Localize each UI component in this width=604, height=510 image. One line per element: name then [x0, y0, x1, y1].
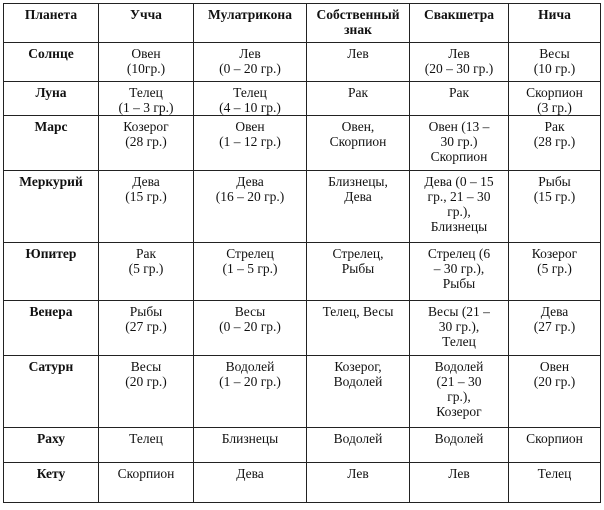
table-cell: Лев	[307, 463, 410, 503]
table-cell: Весы (21 – 30 гр.), Телец	[410, 301, 509, 356]
table-cell: Весы (20 гр.)	[99, 356, 194, 428]
table-cell: Рыбы (15 гр.)	[509, 171, 601, 243]
table-cell: Водолей	[307, 428, 410, 463]
table-cell: Рак	[410, 82, 509, 116]
header-svakshetra: Свакшетра	[410, 4, 509, 43]
header-mulatrikona: Мулатрикона	[194, 4, 307, 43]
planet-cell: Солнце	[4, 43, 99, 82]
planet-cell: Марс	[4, 116, 99, 171]
header-uchcha: Учча	[99, 4, 194, 43]
table-row	[4, 171, 601, 243]
table-cell: Весы (10 гр.)	[509, 43, 601, 82]
table-cell: Дева	[194, 463, 307, 503]
planet-cell: Раху	[4, 428, 99, 463]
table-cell: Дева (15 гр.)	[99, 171, 194, 243]
planet-cell: Юпитер	[4, 243, 99, 301]
table-cell: Овен (20 гр.)	[509, 356, 601, 428]
table-cell: Скорпион	[509, 428, 601, 463]
table-cell: Стрелец (6 – 30 гр.), Рыбы	[410, 243, 509, 301]
table-cell: Водолей (1 – 20 гр.)	[194, 356, 307, 428]
table-cell: Козерог, Водолей	[307, 356, 410, 428]
table-cell: Дева (27 гр.)	[509, 301, 601, 356]
table-cell: Козерог (28 гр.)	[99, 116, 194, 171]
table-cell: Водолей (21 – 30 гр.), Козерог	[410, 356, 509, 428]
table-cell: Овен, Скорпион	[307, 116, 410, 171]
table-cell: Овен (1 – 12 гр.)	[194, 116, 307, 171]
table-cell: Овен (13 – 30 гр.) Скорпион	[410, 116, 509, 171]
table-cell: Водолей	[410, 428, 509, 463]
header-row	[4, 4, 601, 43]
table-row	[4, 243, 601, 301]
table-cell: Овен (10гр.)	[99, 43, 194, 82]
table-cell: Близнецы	[194, 428, 307, 463]
table-cell: Дева (16 – 20 гр.)	[194, 171, 307, 243]
planet-cell: Кету	[4, 463, 99, 503]
table-cell: Козерог (5 гр.)	[509, 243, 601, 301]
table-row	[4, 43, 601, 82]
table-row	[4, 463, 601, 503]
table-cell: Телец, Весы	[307, 301, 410, 356]
table-cell: Скорпион (3 гр.)	[509, 82, 601, 116]
table-cell: Близнецы, Дева	[307, 171, 410, 243]
table-cell: Телец (1 – 3 гр.)	[99, 82, 194, 116]
planet-cell: Меркурий	[4, 171, 99, 243]
table-cell: Весы (0 – 20 гр.)	[194, 301, 307, 356]
table-cell: Лев	[410, 463, 509, 503]
table-cell: Стрелец, Рыбы	[307, 243, 410, 301]
table-cell: Лев (20 – 30 гр.)	[410, 43, 509, 82]
table-cell: Стрелец (1 – 5 гр.)	[194, 243, 307, 301]
planet-cell: Сатурн	[4, 356, 99, 428]
planet-cell: Луна	[4, 82, 99, 116]
header-nicha: Нича	[509, 4, 601, 43]
table-cell: Телец (4 – 10 гр.)	[194, 82, 307, 116]
table-cell: Рыбы (27 гр.)	[99, 301, 194, 356]
table-cell: Рак (5 гр.)	[99, 243, 194, 301]
table-cell: Телец	[99, 428, 194, 463]
header-planet: Планета	[4, 4, 99, 43]
planet-dignity-table	[3, 3, 601, 503]
table-cell: Рак	[307, 82, 410, 116]
planet-cell: Венера	[4, 301, 99, 356]
table-row	[4, 428, 601, 463]
table-row	[4, 82, 601, 116]
table-cell: Рак (28 гр.)	[509, 116, 601, 171]
table-row	[4, 301, 601, 356]
table-row	[4, 356, 601, 428]
table-cell: Телец	[509, 463, 601, 503]
table-cell: Скорпион	[99, 463, 194, 503]
table-row	[4, 116, 601, 171]
table-cell: Дева (0 – 15 гр., 21 – 30 гр.), Близнецы	[410, 171, 509, 243]
table-cell: Лев	[307, 43, 410, 82]
header-own-sign: Собственный знак	[307, 4, 410, 43]
table-cell: Лев (0 – 20 гр.)	[194, 43, 307, 82]
